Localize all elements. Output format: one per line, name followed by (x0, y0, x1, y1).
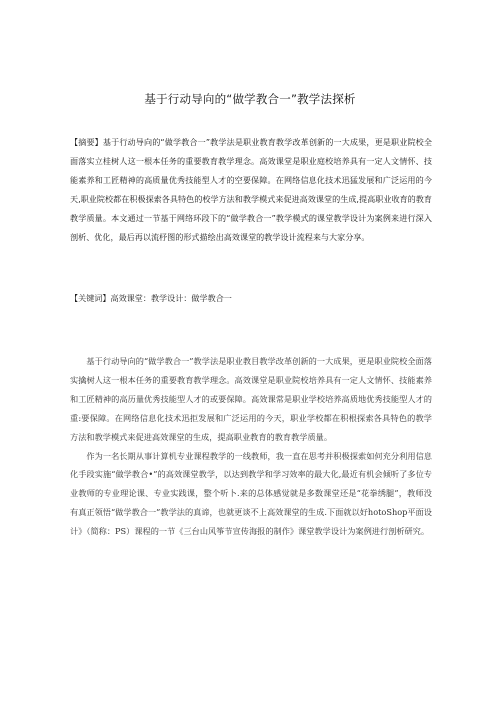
keywords-text: 高效课堂：教学设计：做学教合一 (110, 293, 232, 303)
body-text (70, 352, 432, 541)
abstract-label: 【摘要】 (70, 137, 103, 147)
body-paragraph-1: 基于行动导向的“做学教合一”教学法是职业教目教学改革创新的一大成果，更是职业院校全面落实擒树人这一根本任务的重要教育教学理念。高效课堂是职业院校培养具有一定人文情怀、技能素养和工匠精神的高历量优秀技能型人才的或要保障。高效课常是职业学校培养高质地优秀技能型人才的重:要保障。在网络信息化技术迅拒发展和广泛运用的今天，职业学校都在积根探索各具特色的教学方法和教学模式来促进高效课堂的生成，提高职业教育的教育教学质量。 (70, 356, 432, 442)
body-paragraph-2: 作为一名长期从事计算机专业课程教学的一线教师，我一直在思考并积极探索如何充分利用信息化手段实施“做学教合•”的高效课堂教学，以达到教学和学习效率的最大化,最近有机会倾听了多位专业教师的专业理论课、专业实践课，整个听卜.来的总体感觉就是多数课堂还是“花拳绣腿”，教师没有真正领悟“做学教合一”教学法的真谛，也就更谈不上高效课堂的生成.下面就以好hotoShop平面设计》（简称：PS）课程的一节《三台山风筝节宣传海报的制作》课堂教学设计为案例进行剖析研究。 (70, 450, 432, 537)
abstract (70, 133, 432, 247)
abstract-text: 基于行动导向的“做学教合一”教学法是职业教育教学改革创新的一大成果，更是职业院校全面落实立桂树人这一根本任务的重要教育教学理念。高效课堂是职业庭校培养具有一定人文情怀、技能素养和工匠精神的高质量优秀技能型人才的空要保障。在网络信息化技术迅猛发展和广泛运用的今天,职业院校都在积极探索各具特色的校学方法和教学模式来促进高效课堂的生成,提高职业收育的教育教学质量。本文通过一节基于网络环段下的“做学教合一”教学模式的课堂教学设计为案例来进行深入剖析、优化，最后再以流杼图的形式描绘出高效课堂的教学设计流程来与大家分享。 (70, 137, 432, 242)
paper-title: 基于行动导向的“做学教合一”教学法探析 (144, 92, 356, 106)
keywords (70, 290, 432, 306)
keywords-label: 【关键词】 (70, 293, 111, 303)
